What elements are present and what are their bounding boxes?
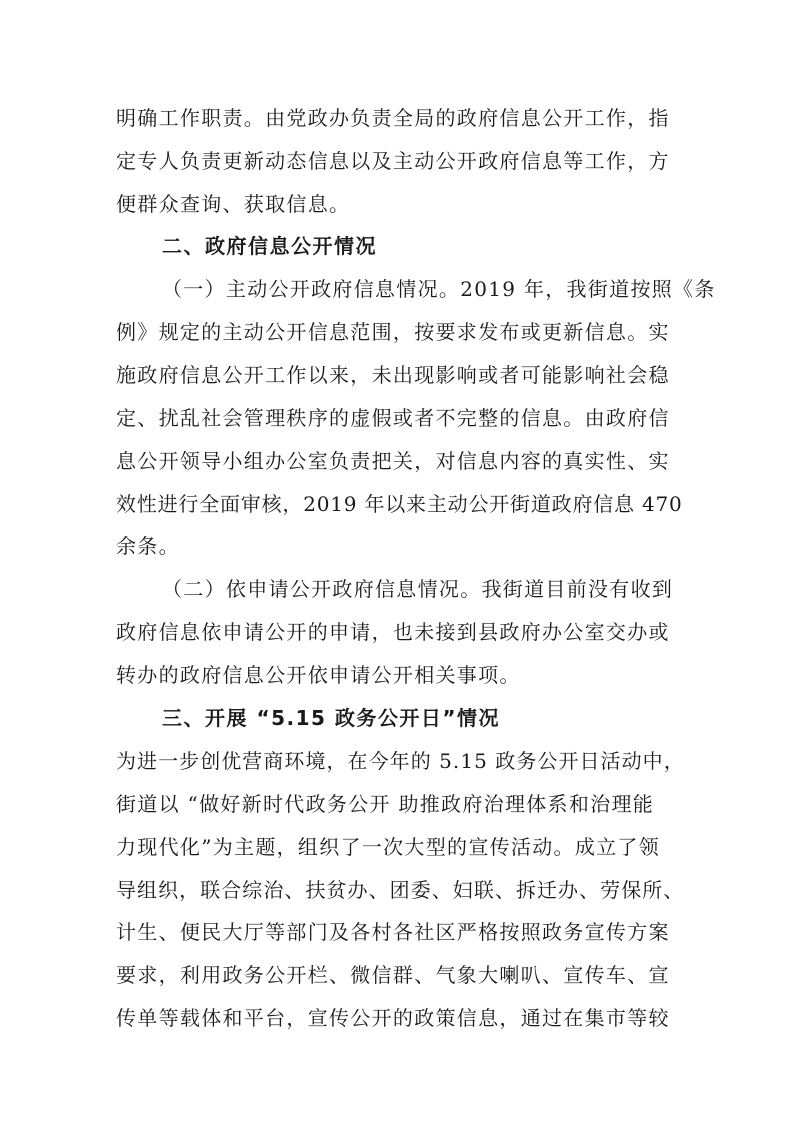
body-text-line: 计生、便民大厅等部门及各村各社区严格按照政务宣传方案	[116, 920, 670, 944]
body-text-line: 政府信息依申请公开的申请，也未接到县政府办公室交办或	[116, 620, 670, 644]
body-text-line: 力现代化”为主题，组织了一次大型的宣传活动。成立了领	[116, 835, 661, 859]
body-text-line: 定、扰乱社会管理秩序的虚假或者不完整的信息。由政府信	[116, 406, 670, 430]
body-text-line: 明确工作职责。由党政办负责全局的政府信息公开工作，指	[116, 106, 670, 130]
body-text-line: 例》规定的主动公开信息范围，按要求发布或更新信息。实	[116, 320, 670, 344]
body-text-line: 效性进行全面审核，2019 年以来主动公开街道政府信息 470	[116, 492, 683, 516]
body-text-line: 要求，利用政务公开栏、微信群、气象大喇叭、宣传车、宣	[116, 963, 670, 987]
section-heading-2: 二、政府信息公开情况	[162, 234, 377, 258]
body-text-line: 息公开领导小组办公室负责把关，对信息内容的真实性、实	[116, 449, 670, 473]
subsection-paragraph-start: （二）依申请公开政府信息情况。我街道目前没有收到	[162, 577, 674, 601]
body-text-line: 街道以 “做好新时代政务公开 助推政府治理体系和治理能	[116, 792, 655, 816]
subsection-paragraph-start: （一）主动公开政府信息情况。2019 年，我街道按照《条	[162, 277, 716, 301]
body-text-line: 余条。	[116, 534, 180, 558]
body-text-line: 为进一步创优营商环境，在今年的 5.15 政务公开日活动中，	[116, 749, 685, 773]
body-text-line: 传单等载体和平台，宣传公开的政策信息，通过在集市等较	[116, 1006, 670, 1030]
body-text-line: 施政府信息公开工作以来，未出现影响或者可能影响社会稳	[116, 363, 670, 387]
section-heading-3: 三、开展 “5.15 政务公开日”情况	[162, 706, 501, 730]
body-text-line: 导组织，联合综治、扶贫办、团委、妇联、拆迁办、劳保所、	[116, 878, 685, 902]
body-text-line: 转办的政府信息公开依申请公开相关事项。	[116, 663, 521, 687]
body-text-line: 便群众查询、获取信息。	[116, 192, 351, 216]
body-text-line: 定专人负责更新动态信息以及主动公开政府信息等工作，方	[116, 149, 670, 173]
